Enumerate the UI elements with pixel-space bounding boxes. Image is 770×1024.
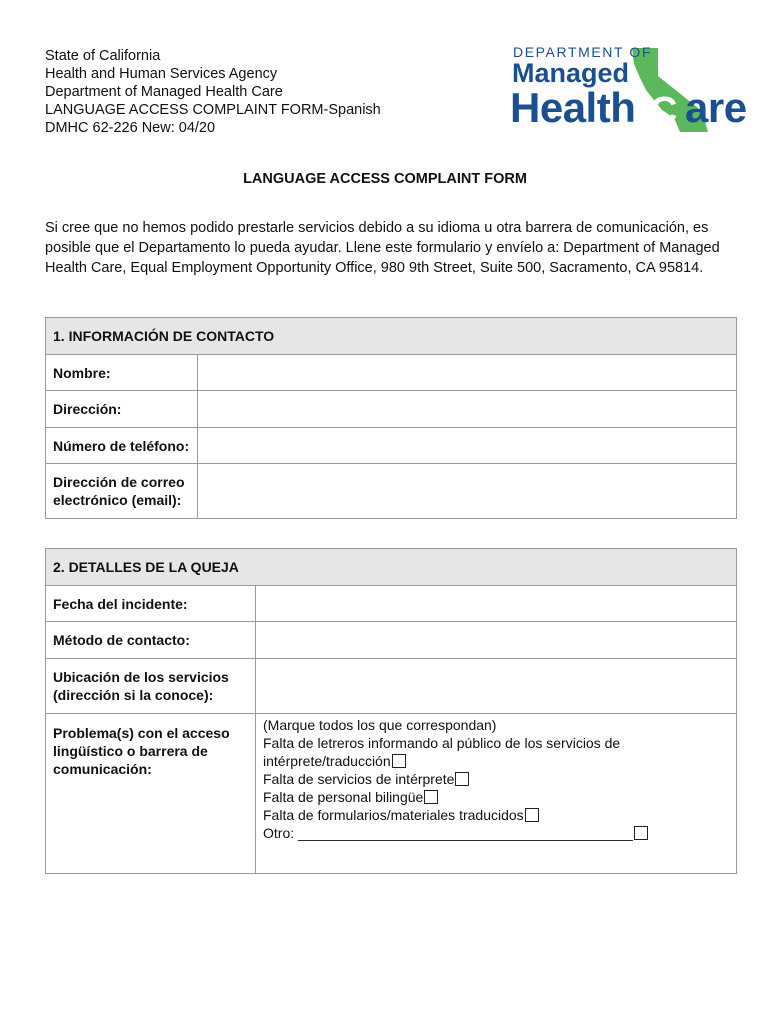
phone-field[interactable] xyxy=(198,428,737,464)
service-location-field[interactable] xyxy=(256,659,737,714)
logo-line-are: are xyxy=(685,84,747,131)
language-issue-options xyxy=(256,714,737,874)
dmhc-logo xyxy=(510,44,747,134)
header-line: DMHC 62-226 New: 04/20 xyxy=(45,120,216,136)
contact-info-section xyxy=(45,317,737,519)
form-header xyxy=(45,47,381,137)
language-issue-label: Problema(s) con el acceso lingüístico o barrera de comunicación: xyxy=(46,714,256,874)
option-translated-text: Falta de formularios/materiales traducidos xyxy=(263,807,524,823)
interpreter-checkbox[interactable] xyxy=(455,772,469,786)
header-line: Health and Human Services Agency xyxy=(45,66,278,82)
logo-line-department: DEPARTMENT OF xyxy=(513,44,653,60)
option-signage-text-cont: intérprete/traducción xyxy=(263,753,391,769)
email-label: Dirección de correo electrónico (email): xyxy=(46,464,198,519)
name-label: Nombre: xyxy=(46,355,198,391)
form-title: LANGUAGE ACCESS COMPLAINT FORM xyxy=(243,171,527,187)
logo-letter-c: C xyxy=(650,90,678,132)
translated-materials-checkbox[interactable] xyxy=(525,808,539,822)
header-line: LANGUAGE ACCESS COMPLAINT FORM-Spanish xyxy=(45,102,381,118)
instructions-text: (Marque todos los que correspondan) xyxy=(263,717,497,733)
other-checkbox[interactable] xyxy=(634,826,648,840)
option-interpreter-text: Falta de servicios de intérprete xyxy=(263,771,455,787)
incident-date-field[interactable] xyxy=(256,586,737,622)
signage-checkbox[interactable] xyxy=(392,754,406,768)
complaint-details-section xyxy=(45,548,737,874)
option-other-text: Otro: ___________________________________________ xyxy=(263,825,633,841)
section-heading: 1. INFORMACIÓN DE CONTACTO xyxy=(46,318,737,355)
phone-label: Número de teléfono: xyxy=(46,428,198,464)
service-location-label: Ubicación de los servicios (dirección si la conoce): xyxy=(46,659,256,714)
email-field[interactable] xyxy=(198,464,737,519)
address-label: Dirección: xyxy=(46,391,198,428)
header-line: Department of Managed Health Care xyxy=(45,84,283,100)
section-heading: 2. DETALLES DE LA QUEJA xyxy=(46,549,737,586)
name-field[interactable] xyxy=(198,355,737,391)
contact-method-label: Método de contacto: xyxy=(46,622,256,659)
header-line: State of California xyxy=(45,48,161,64)
option-signage-text: Falta de letreros informando al público de los servicios de xyxy=(263,735,621,751)
logo-line-managed: Managed xyxy=(512,58,630,88)
option-bilingual-text: Falta de personal bilingüe xyxy=(263,789,424,805)
contact-method-field[interactable] xyxy=(256,622,737,659)
bilingual-staff-checkbox[interactable] xyxy=(424,790,438,804)
logo-line-health: Health xyxy=(510,84,636,131)
intro-paragraph: Si cree que no hemos podido prestarle servicios debido a su idioma u otra barrera de comunicación, es posible que el Departamento lo pueda ayudar. Llene este formulario y envíelo a: Department of Managed Health Care, Equal Employment Opportunity Office, 980 9th Street, Suite 500, Sacramento, CA 95814. xyxy=(45,220,720,276)
address-field[interactable] xyxy=(198,391,737,428)
incident-date-label: Fecha del incidente: xyxy=(46,586,256,622)
